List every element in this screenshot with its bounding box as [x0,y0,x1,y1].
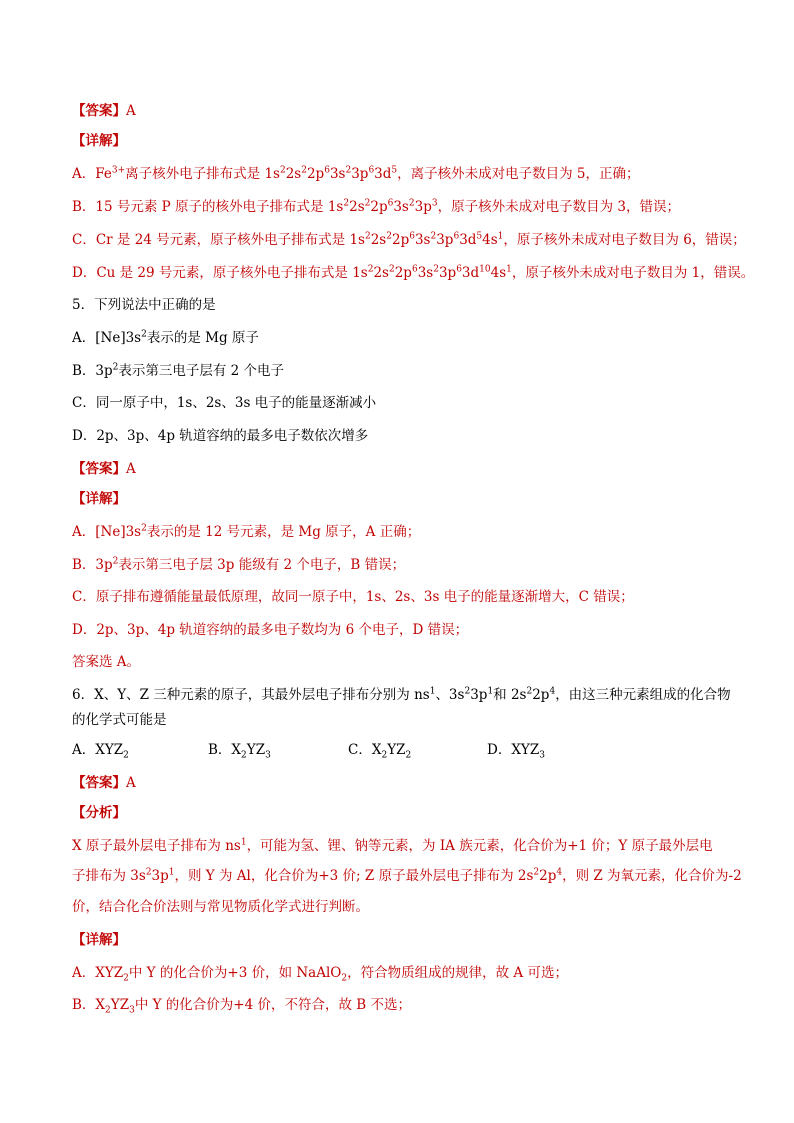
q5-option-d: D．2p、3p、4p 轨道容纳的最多电子数依次增多 [72,428,369,444]
q5-detail-d: D．2p、3p、4p 轨道容纳的最多电子数均为 6 个电子，D 错误； [72,622,469,638]
detail-tag: 【详解】 [72,932,126,948]
q6-analysis-line1: X 原子最外层电子排布为 $ns^1$，可能为氢、锂、钠等元素，为 IA 族元素，化合价为+1 价；Y 原子最外层电 [72,837,713,854]
q6-analysis-tag [72,804,126,822]
q6-detail-a: A．$XYZ_2$中 Y 的化合价为+3 价，如 NaAlO$_2$，符合物质组成的规律，故 A 可选； [72,965,568,984]
q6-option-c: C．$X_2YZ_2$ [348,742,412,761]
q6-analysis-line2: 子排布为 $3s^23p^1$，则 Y 为 Al，化合价为+3 价; Z 原子最外层电子排布为 $2s^22p^4$，则 Z 为氧元素，化合价为-2 [72,867,742,884]
q5-option-c: C．同一原子中，1s、2s、3s 电子的能量逐渐减小 [72,395,377,411]
q4-detail-tag [72,132,126,150]
answer-value: A [126,103,136,119]
q6-option-d: D．$XYZ_3$ [487,742,545,761]
q6-detail-b: B．$X_2YZ_3$中 Y 的化合价为+4 价，不符合，故 B 不选； [72,997,412,1016]
q5-detail-c: C．原子排布遵循能量最低原理，故同一原子中，1s、2s、3s 电子的能量逐渐增大，C 错误； [72,589,634,605]
q5-detail-b: B．$3p^2$表示第三电子层 3p 能级有 2 个电子，B 错误； [72,556,406,573]
q5-detail-tag [72,490,126,508]
q5-stem: 5．下列说法中正确的是 [72,297,216,313]
q6-option-a: A．$XYZ_2$ [72,742,129,761]
q5-answer-line [72,460,136,478]
q4-answer-line [72,102,136,120]
q4-detail-b: B．15 号元素 P 原子的核外电子排布式是 $1s^22s^22p^63s^23p^3$，原子核外未成对电子数目为 3，错误； [72,198,680,215]
answer-value: A [126,775,136,791]
answer-tag: 【答案】 [72,775,126,791]
q4-detail-c: C．Cr 是 24 号元素，原子核外电子排布式是 $1s^22s^22p^63s^23p^63d^54s^1$，原子核外未成对电子数目为 6，错误； [72,231,746,248]
q4-detail-a: A．$Fe^{3+}$离子核外电子排布式是 $1s^22s^22p^63s^23p^63d^5$，离子核外未成对电子数目为 5，正确； [72,165,640,182]
answer-value: A [126,461,136,477]
q6-answer-line [72,774,136,792]
detail-tag: 【详解】 [72,133,126,149]
q5-option-a: A．$[Ne]3s^2$表示的是 Mg 原子 [72,329,259,346]
answer-tag: 【答案】 [72,461,126,477]
analysis-tag: 【分析】 [72,805,126,821]
q5-conclusion: 答案选 A。 [72,654,141,670]
q6-stem-line2: 的化学式可能是 [72,712,167,728]
q4-detail-d: D．Cu 是 29 号元素，原子核外电子排布式是 $1s^22s^22p^63s^23p^63d^{10}4s^1$，原子核外未成对电子数目为 1，错误。 [72,264,755,281]
detail-tag: 【详解】 [72,491,126,507]
q6-detail-tag [72,931,126,949]
q6-option-b: B．$X_2YZ_3$ [208,742,271,761]
q6-stem-line1: 6．X、Y、Z 三种元素的原子，其最外层电子排布分别为 $ns^1$、$3s^23p^1$和 $2s^22p^4$，由这三种元素组成的化合物 [72,686,731,703]
q5-option-b: B．$3p^2$表示第三电子层有 2 个电子 [72,362,285,379]
q6-analysis-line3: 价，结合化合价法则与常见物质化学式进行判断。 [72,899,369,915]
answer-tag: 【答案】 [72,103,126,119]
q5-detail-a: A．$[Ne]3s^2$表示的是 12 号元素，是 Mg 原子，A 正确； [72,523,421,540]
